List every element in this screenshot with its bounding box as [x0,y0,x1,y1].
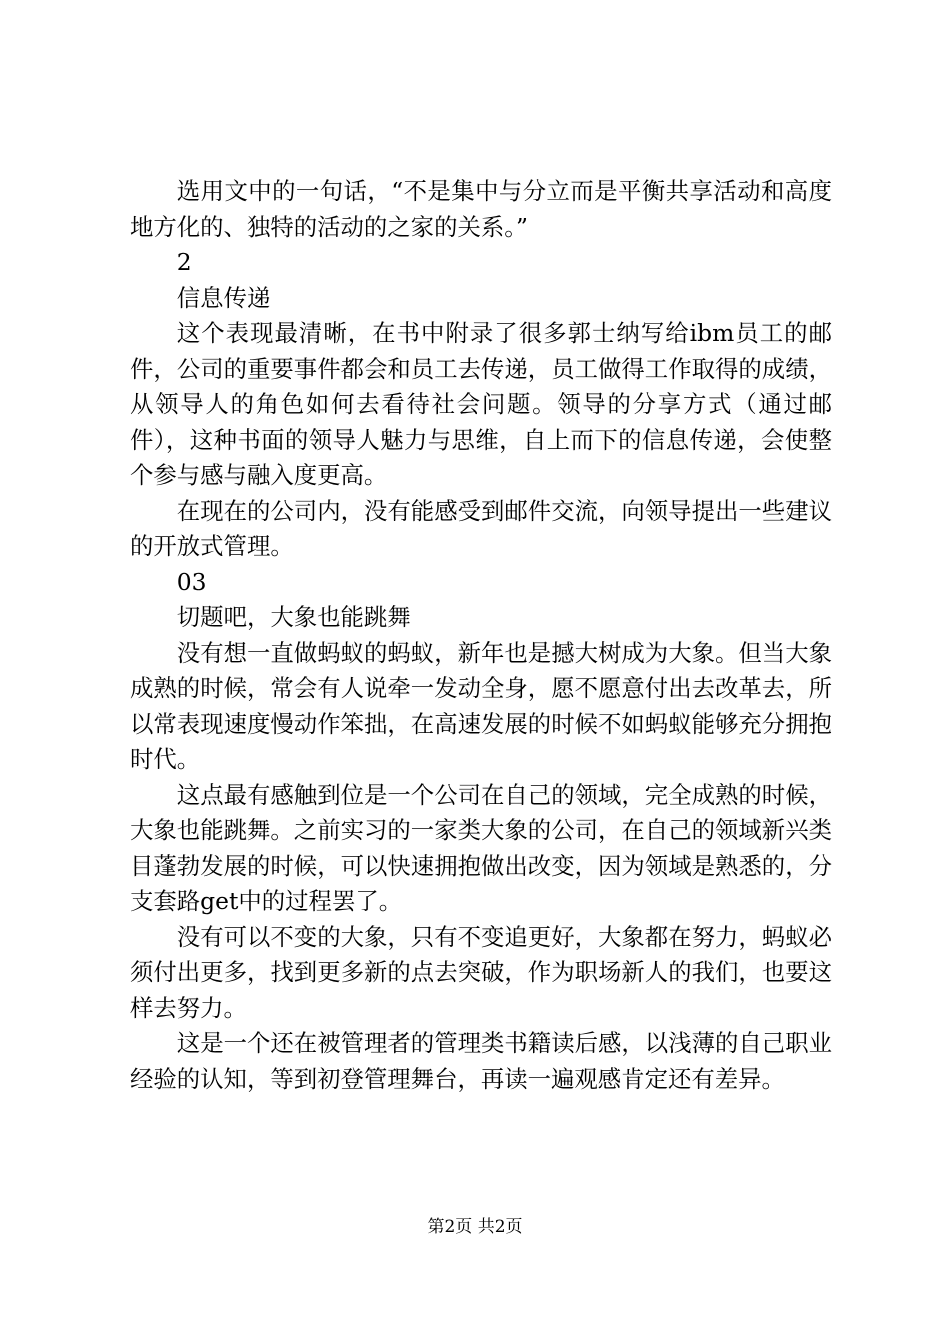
body-paragraph: 这是一个还在被管理者的管理类书籍读后感，以浅薄的自己职业经验的认知，等到初登管理舞台，再读一遍观感肯定还有差异。 [130,1029,832,1093]
page-number-footer: 第2页 共2页 [427,1217,523,1237]
body-paragraph: 这个表现最清晰，在书中附录了很多郭士纳写给ibm员工的邮件，公司的重要事件都会和员工去传递，员工做得工作取得的成绩，从领导人的角色如何去看待社会问题。领导的分享方式（通过邮件），这种书面的领导人魅力与思维，自上而下的信息传递，会使整个参与感与融入度更高。 [130,319,832,489]
section-number: 2 [176,248,192,276]
body-paragraph: 在现在的公司内，没有能感受到邮件交流，向领导提出一些建议的开放式管理。 [130,496,832,560]
body-paragraph: 没有想一直做蚂蚁的蚂蚁，新年也是撼大树成为大象。但当大象成熟的时候，常会有人说牵一发动全身，愿不愿意付出去改革去，所以常表现速度慢动作笨拙，在高速发展的时候不如蚂蚁能够充分拥抱时代。 [130,638,832,773]
body-paragraph: 选用文中的一句话，“不是集中与分立而是平衡共享活动和高度地方化的、独特的活动的之家的关系。” [130,177,832,241]
body-paragraph: 这点最有感触到位是一个公司在自己的领域，完全成熟的时候，大象也能跳舞。之前实习的一家类大象的公司，在自己的领域新兴类目蓬勃发展的时候，可以快速拥抱做出改变，因为领域是熟悉的，分支套路get中的过程罢了。 [130,780,832,915]
body-paragraph: 没有可以不变的大象，只有不变追更好，大象都在努力，蚂蚁必须付出更多，找到更多新的点去突破，作为职场新人的我们，也要这样去努力。 [130,922,832,1022]
section-heading: 信息传递 [176,283,271,312]
document-body [130,174,832,1097]
section-heading: 切题吧，大象也能跳舞 [176,603,411,631]
section-number: 03 [176,567,207,596]
